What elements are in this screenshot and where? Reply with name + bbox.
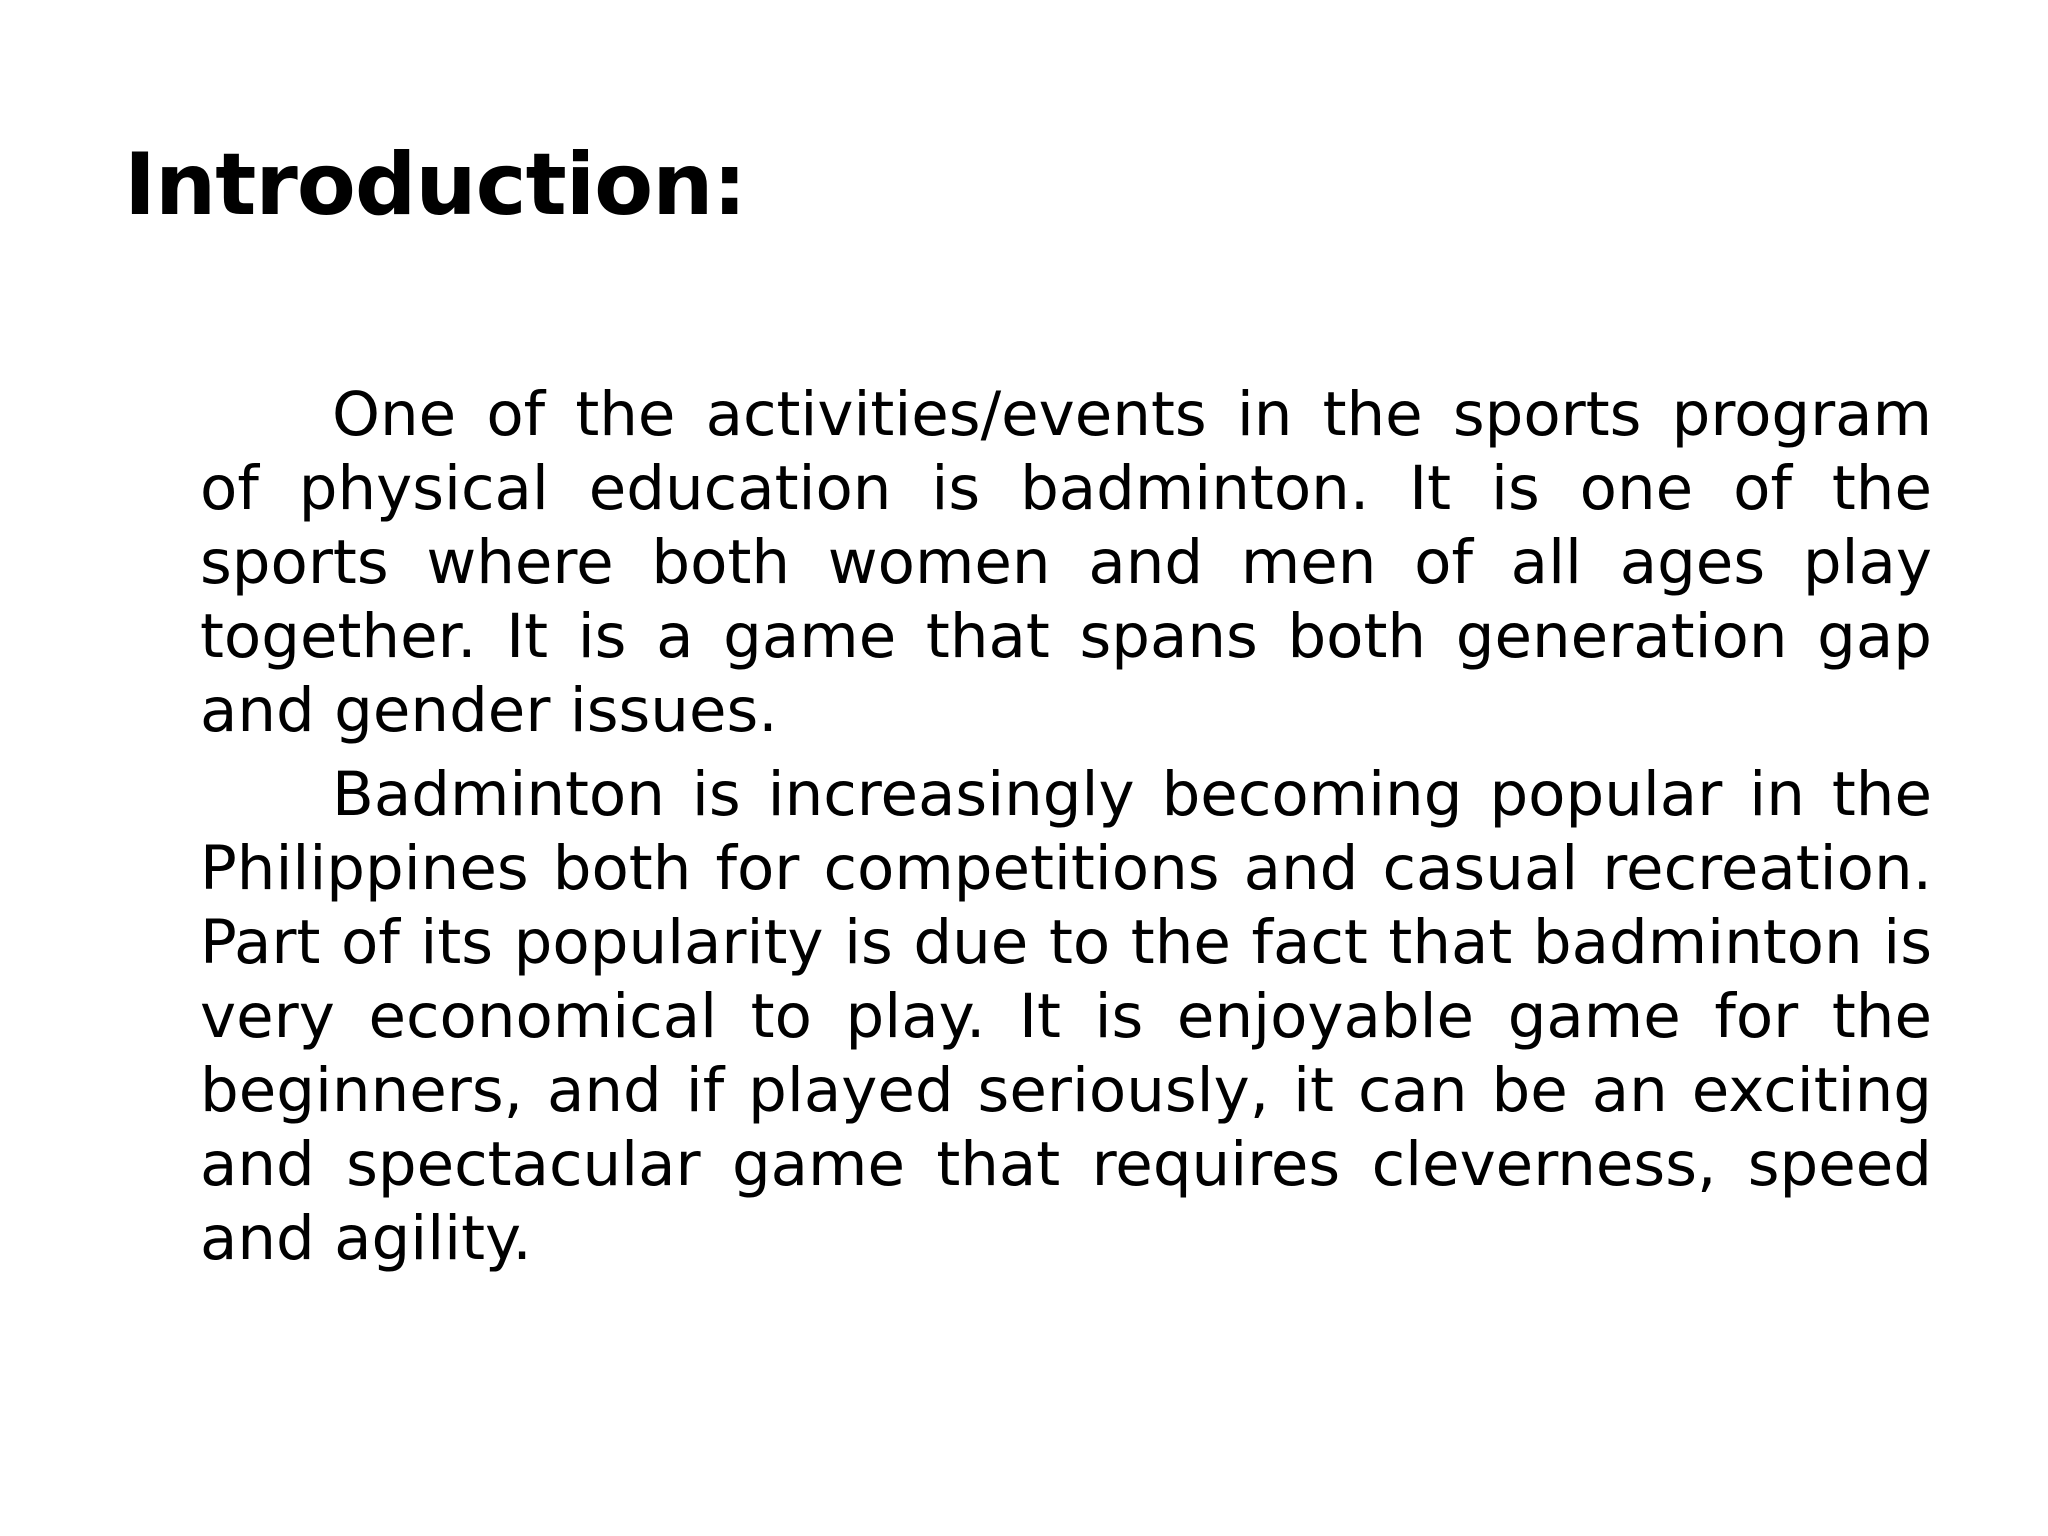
paragraph-popularity: Badminton is increasingly becoming popular in the Philippines both for competitions and casual recreation. Part of its popularity is due to the fact that badminton is very economical to play. It is enjoyable game for the beginners, and if played seriously, it can be an exciting and spectacular game that requires cleverness, speed and agility. — [200, 759, 1932, 1274]
slide-title: Introduction: — [124, 135, 746, 235]
slide-body — [200, 378, 1932, 1286]
paragraph-intro: One of the activities/events in the sports program of physical education is badminton. It is one of the sports where both women and men of all ages play together. It is a game that spans both generation gap and gender issues. — [200, 379, 1932, 746]
